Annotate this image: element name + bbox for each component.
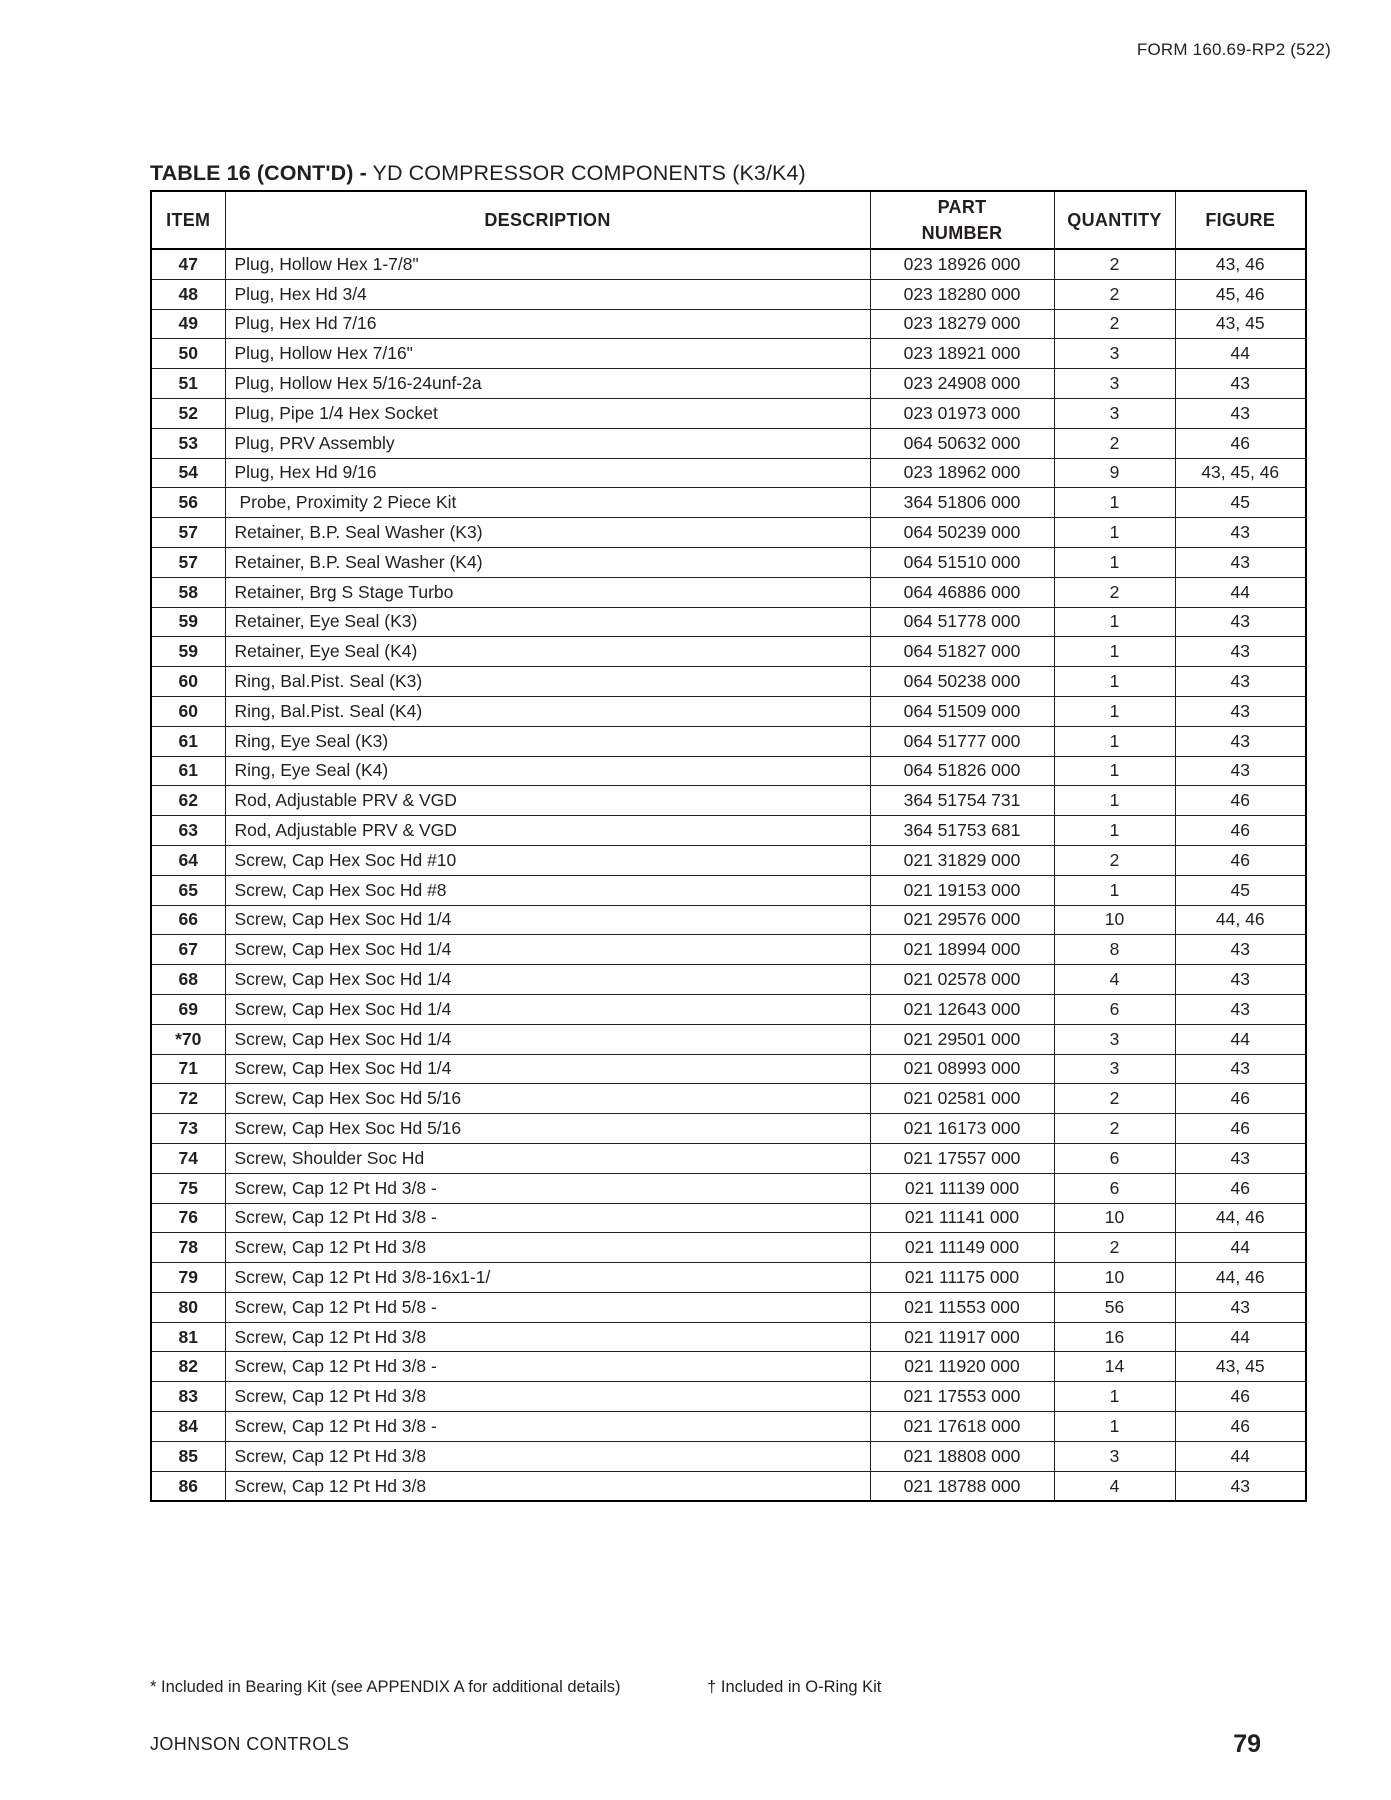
cell-item: 79 — [151, 1263, 225, 1293]
cell-description: Screw, Cap 12 Pt Hd 3/8 — [225, 1322, 870, 1352]
cell-item: 59 — [151, 637, 225, 667]
table-title-label: TABLE 16 (CONT'D) - — [150, 161, 367, 185]
cell-part-number: 064 51510 000 — [870, 547, 1054, 577]
table-row — [151, 1382, 1306, 1412]
cell-description: Plug, PRV Assembly — [225, 428, 870, 458]
table-row — [151, 1084, 1306, 1114]
table-body — [151, 249, 1306, 1501]
cell-description: Screw, Cap Hex Soc Hd 1/4 — [225, 935, 870, 965]
cell-item: 71 — [151, 1054, 225, 1084]
cell-quantity: 1 — [1054, 1382, 1175, 1412]
cell-part-number: 023 01973 000 — [870, 398, 1054, 428]
cell-description: Plug, Hollow Hex 5/16-24unf-2a — [225, 369, 870, 399]
cell-item: 52 — [151, 398, 225, 428]
table-row — [151, 756, 1306, 786]
cell-quantity: 3 — [1054, 339, 1175, 369]
cell-part-number: 064 51827 000 — [870, 637, 1054, 667]
column-header-description: DESCRIPTION — [225, 191, 870, 249]
cell-figure: 46 — [1175, 1084, 1306, 1114]
cell-part-number: 064 50239 000 — [870, 518, 1054, 548]
cell-part-number: 364 51754 731 — [870, 786, 1054, 816]
cell-item: 85 — [151, 1441, 225, 1471]
cell-description: Screw, Cap Hex Soc Hd 1/4 — [225, 994, 870, 1024]
cell-figure: 44 — [1175, 1233, 1306, 1263]
cell-figure: 43 — [1175, 637, 1306, 667]
cell-quantity: 3 — [1054, 1024, 1175, 1054]
cell-part-number: 064 51778 000 — [870, 607, 1054, 637]
cell-part-number: 023 18921 000 — [870, 339, 1054, 369]
cell-item: 72 — [151, 1084, 225, 1114]
cell-item: 66 — [151, 905, 225, 935]
cell-quantity: 1 — [1054, 667, 1175, 697]
cell-part-number: 021 11141 000 — [870, 1203, 1054, 1233]
cell-item: 48 — [151, 279, 225, 309]
cell-description: Probe, Proximity 2 Piece Kit — [225, 488, 870, 518]
cell-item: 60 — [151, 667, 225, 697]
cell-description: Screw, Cap 12 Pt Hd 3/8 - — [225, 1352, 870, 1382]
table-row — [151, 845, 1306, 875]
cell-item: 74 — [151, 1143, 225, 1173]
cell-description: Screw, Cap 12 Pt Hd 5/8 - — [225, 1292, 870, 1322]
cell-part-number: 364 51806 000 — [870, 488, 1054, 518]
cell-description: Rod, Adjustable PRV & VGD — [225, 786, 870, 816]
cell-description: Retainer, Brg S Stage Turbo — [225, 577, 870, 607]
cell-part-number: 021 17557 000 — [870, 1143, 1054, 1173]
cell-part-number: 021 18788 000 — [870, 1471, 1054, 1501]
cell-figure: 43, 45, 46 — [1175, 458, 1306, 488]
table-row — [151, 1143, 1306, 1173]
cell-figure: 43, 46 — [1175, 249, 1306, 279]
cell-item: 57 — [151, 547, 225, 577]
footnote-bearing-kit: * Included in Bearing Kit (see APPENDIX A for additional details) — [150, 1678, 621, 1696]
table-row — [151, 875, 1306, 905]
cell-quantity: 1 — [1054, 518, 1175, 548]
cell-figure: 45 — [1175, 488, 1306, 518]
table-row — [151, 1412, 1306, 1442]
cell-quantity: 1 — [1054, 607, 1175, 637]
cell-figure: 44 — [1175, 1441, 1306, 1471]
table-row — [151, 518, 1306, 548]
cell-description: Plug, Hex Hd 3/4 — [225, 279, 870, 309]
table-row — [151, 935, 1306, 965]
cell-figure: 43 — [1175, 1054, 1306, 1084]
cell-item: 69 — [151, 994, 225, 1024]
cell-item: 50 — [151, 339, 225, 369]
form-number-header: FORM 160.69-RP2 (522) — [1136, 40, 1331, 59]
column-header-item: ITEM — [151, 191, 225, 249]
table-row — [151, 369, 1306, 399]
cell-figure: 43 — [1175, 726, 1306, 756]
cell-item: 47 — [151, 249, 225, 279]
cell-item: 76 — [151, 1203, 225, 1233]
cell-item: 81 — [151, 1322, 225, 1352]
table-row — [151, 726, 1306, 756]
cell-part-number: 021 11920 000 — [870, 1352, 1054, 1382]
table-row — [151, 547, 1306, 577]
cell-part-number: 021 11139 000 — [870, 1173, 1054, 1203]
cell-figure: 44, 46 — [1175, 1263, 1306, 1293]
cell-quantity: 3 — [1054, 1054, 1175, 1084]
cell-item: 61 — [151, 756, 225, 786]
cell-description: Screw, Cap 12 Pt Hd 3/8 — [225, 1441, 870, 1471]
cell-item: 62 — [151, 786, 225, 816]
cell-figure: 46 — [1175, 786, 1306, 816]
cell-item: 78 — [151, 1233, 225, 1263]
cell-item: 51 — [151, 369, 225, 399]
table-row — [151, 637, 1306, 667]
cell-figure: 45 — [1175, 875, 1306, 905]
cell-description: Ring, Eye Seal (K4) — [225, 756, 870, 786]
cell-description: Screw, Cap Hex Soc Hd #10 — [225, 845, 870, 875]
table-row — [151, 428, 1306, 458]
cell-description: Plug, Hex Hd 7/16 — [225, 309, 870, 339]
table-header-row — [151, 191, 1306, 249]
table-row — [151, 607, 1306, 637]
cell-quantity: 1 — [1054, 1412, 1175, 1442]
cell-quantity: 1 — [1054, 786, 1175, 816]
cell-part-number: 021 31829 000 — [870, 845, 1054, 875]
cell-quantity: 1 — [1054, 875, 1175, 905]
cell-quantity: 1 — [1054, 726, 1175, 756]
cell-part-number: 021 17553 000 — [870, 1382, 1054, 1412]
table-row — [151, 488, 1306, 518]
cell-description: Plug, Pipe 1/4 Hex Socket — [225, 398, 870, 428]
cell-part-number: 021 17618 000 — [870, 1412, 1054, 1442]
table-title — [150, 161, 806, 186]
cell-figure: 43 — [1175, 696, 1306, 726]
table-title-subject: YD COMPRESSOR COMPONENTS (K3/K4) — [372, 161, 806, 185]
cell-item: 68 — [151, 965, 225, 995]
cell-quantity: 10 — [1054, 1203, 1175, 1233]
cell-quantity: 6 — [1054, 1143, 1175, 1173]
column-header-quantity: QUANTITY — [1054, 191, 1175, 249]
cell-item: 53 — [151, 428, 225, 458]
cell-description: Retainer, B.P. Seal Washer (K3) — [225, 518, 870, 548]
cell-quantity: 14 — [1054, 1352, 1175, 1382]
cell-item: 58 — [151, 577, 225, 607]
cell-item: 86 — [151, 1471, 225, 1501]
table-row — [151, 398, 1306, 428]
cell-description: Screw, Cap 12 Pt Hd 3/8 - — [225, 1173, 870, 1203]
cell-part-number: 021 11917 000 — [870, 1322, 1054, 1352]
cell-part-number: 021 08993 000 — [870, 1054, 1054, 1084]
table-row — [151, 786, 1306, 816]
cell-item: 84 — [151, 1412, 225, 1442]
cell-figure: 43 — [1175, 1143, 1306, 1173]
cell-quantity: 16 — [1054, 1322, 1175, 1352]
table-row — [151, 1024, 1306, 1054]
table-row — [151, 696, 1306, 726]
cell-quantity: 1 — [1054, 637, 1175, 667]
cell-item: 56 — [151, 488, 225, 518]
cell-description: Screw, Cap Hex Soc Hd 5/16 — [225, 1084, 870, 1114]
table-row — [151, 1322, 1306, 1352]
cell-figure: 46 — [1175, 428, 1306, 458]
cell-item: 54 — [151, 458, 225, 488]
cell-description: Plug, Hollow Hex 7/16" — [225, 339, 870, 369]
page-footer — [150, 1730, 1261, 1764]
cell-figure: 46 — [1175, 1173, 1306, 1203]
cell-quantity: 2 — [1054, 309, 1175, 339]
cell-item: 49 — [151, 309, 225, 339]
cell-item: 73 — [151, 1114, 225, 1144]
cell-item: 60 — [151, 696, 225, 726]
cell-part-number: 064 46886 000 — [870, 577, 1054, 607]
cell-item: 82 — [151, 1352, 225, 1382]
table-row — [151, 1471, 1306, 1501]
cell-description: Plug, Hex Hd 9/16 — [225, 458, 870, 488]
cell-part-number: 021 29501 000 — [870, 1024, 1054, 1054]
cell-description: Retainer, B.P. Seal Washer (K4) — [225, 547, 870, 577]
cell-figure: 43 — [1175, 547, 1306, 577]
cell-figure: 43 — [1175, 994, 1306, 1024]
cell-figure: 43 — [1175, 667, 1306, 697]
cell-item: 65 — [151, 875, 225, 905]
cell-figure: 43 — [1175, 398, 1306, 428]
cell-quantity: 56 — [1054, 1292, 1175, 1322]
cell-description: Plug, Hollow Hex 1-7/8" — [225, 249, 870, 279]
table-row — [151, 458, 1306, 488]
cell-part-number: 021 19153 000 — [870, 875, 1054, 905]
cell-quantity: 2 — [1054, 1233, 1175, 1263]
cell-figure: 43 — [1175, 1471, 1306, 1501]
cell-description: Screw, Cap Hex Soc Hd 5/16 — [225, 1114, 870, 1144]
cell-part-number: 021 16173 000 — [870, 1114, 1054, 1144]
cell-item: 61 — [151, 726, 225, 756]
cell-figure: 43 — [1175, 607, 1306, 637]
table-row — [151, 577, 1306, 607]
column-header-figure: FIGURE — [1175, 191, 1306, 249]
cell-quantity: 6 — [1054, 1173, 1175, 1203]
cell-quantity: 3 — [1054, 1441, 1175, 1471]
cell-figure: 43 — [1175, 756, 1306, 786]
cell-part-number: 064 51509 000 — [870, 696, 1054, 726]
cell-description: Ring, Bal.Pist. Seal (K3) — [225, 667, 870, 697]
cell-description: Screw, Cap 12 Pt Hd 3/8 — [225, 1471, 870, 1501]
cell-item: 80 — [151, 1292, 225, 1322]
footer-company-name: JOHNSON CONTROLS — [150, 1734, 350, 1754]
cell-description: Screw, Cap 12 Pt Hd 3/8 — [225, 1233, 870, 1263]
cell-item: 57 — [151, 518, 225, 548]
cell-quantity: 1 — [1054, 547, 1175, 577]
cell-quantity: 2 — [1054, 577, 1175, 607]
cell-part-number: 021 12643 000 — [870, 994, 1054, 1024]
table-row — [151, 1292, 1306, 1322]
table-row — [151, 339, 1306, 369]
column-header-part-number — [870, 191, 1054, 249]
table-row — [151, 1054, 1306, 1084]
table-row — [151, 816, 1306, 846]
cell-part-number: 021 11553 000 — [870, 1292, 1054, 1322]
cell-quantity: 1 — [1054, 756, 1175, 786]
cell-figure: 45, 46 — [1175, 279, 1306, 309]
table-row — [151, 1352, 1306, 1382]
table-row — [151, 249, 1306, 279]
cell-part-number: 021 02581 000 — [870, 1084, 1054, 1114]
table-row — [151, 279, 1306, 309]
cell-item: 83 — [151, 1382, 225, 1412]
cell-quantity: 2 — [1054, 845, 1175, 875]
cell-description: Screw, Cap 12 Pt Hd 3/8-16x1-1/ — [225, 1263, 870, 1293]
table-row — [151, 965, 1306, 995]
cell-quantity: 10 — [1054, 1263, 1175, 1293]
parts-table — [150, 190, 1307, 1502]
cell-part-number: 023 18279 000 — [870, 309, 1054, 339]
cell-part-number: 064 51777 000 — [870, 726, 1054, 756]
cell-part-number: 023 24908 000 — [870, 369, 1054, 399]
cell-description: Rod, Adjustable PRV & VGD — [225, 816, 870, 846]
cell-part-number: 364 51753 681 — [870, 816, 1054, 846]
cell-description: Ring, Eye Seal (K3) — [225, 726, 870, 756]
cell-figure: 43 — [1175, 518, 1306, 548]
cell-quantity: 10 — [1054, 905, 1175, 935]
cell-quantity: 2 — [1054, 249, 1175, 279]
cell-quantity: 1 — [1054, 488, 1175, 518]
cell-item: 59 — [151, 607, 225, 637]
table-row — [151, 905, 1306, 935]
cell-description: Retainer, Eye Seal (K3) — [225, 607, 870, 637]
cell-quantity: 3 — [1054, 398, 1175, 428]
cell-figure: 43, 45 — [1175, 309, 1306, 339]
cell-figure: 44 — [1175, 1322, 1306, 1352]
cell-description: Screw, Cap Hex Soc Hd 1/4 — [225, 1024, 870, 1054]
cell-figure: 43 — [1175, 965, 1306, 995]
cell-figure: 44 — [1175, 577, 1306, 607]
table-row — [151, 1441, 1306, 1471]
cell-quantity: 6 — [1054, 994, 1175, 1024]
cell-part-number: 023 18962 000 — [870, 458, 1054, 488]
cell-part-number: 023 18926 000 — [870, 249, 1054, 279]
cell-part-number: 021 18994 000 — [870, 935, 1054, 965]
cell-description: Ring, Bal.Pist. Seal (K4) — [225, 696, 870, 726]
cell-part-number: 064 50238 000 — [870, 667, 1054, 697]
footnote-oring-kit: † Included in O-Ring Kit — [707, 1678, 882, 1696]
table-header — [151, 191, 1306, 249]
cell-quantity: 2 — [1054, 279, 1175, 309]
footer-page-number: 79 — [1233, 1730, 1261, 1758]
cell-figure: 43 — [1175, 935, 1306, 965]
cell-description: Screw, Cap 12 Pt Hd 3/8 - — [225, 1203, 870, 1233]
cell-description: Screw, Cap Hex Soc Hd #8 — [225, 875, 870, 905]
cell-figure: 46 — [1175, 1412, 1306, 1442]
cell-part-number: 021 18808 000 — [870, 1441, 1054, 1471]
cell-part-number: 023 18280 000 — [870, 279, 1054, 309]
table-row — [151, 1263, 1306, 1293]
cell-part-number: 021 29576 000 — [870, 905, 1054, 935]
cell-figure: 43 — [1175, 369, 1306, 399]
cell-figure: 44, 46 — [1175, 905, 1306, 935]
cell-description: Screw, Shoulder Soc Hd — [225, 1143, 870, 1173]
cell-description: Screw, Cap 12 Pt Hd 3/8 - — [225, 1412, 870, 1442]
table-row — [151, 309, 1306, 339]
cell-quantity: 3 — [1054, 369, 1175, 399]
cell-item: 63 — [151, 816, 225, 846]
column-header-part-line1: PART — [937, 196, 987, 217]
cell-figure: 43 — [1175, 1292, 1306, 1322]
cell-figure: 46 — [1175, 845, 1306, 875]
cell-quantity: 1 — [1054, 816, 1175, 846]
table-row — [151, 994, 1306, 1024]
cell-quantity: 4 — [1054, 965, 1175, 995]
cell-quantity: 2 — [1054, 428, 1175, 458]
cell-description: Screw, Cap Hex Soc Hd 1/4 — [225, 1054, 870, 1084]
cell-figure: 43, 45 — [1175, 1352, 1306, 1382]
cell-description: Retainer, Eye Seal (K4) — [225, 637, 870, 667]
table-row — [151, 1173, 1306, 1203]
cell-figure: 44 — [1175, 1024, 1306, 1054]
cell-item: *70 — [151, 1024, 225, 1054]
cell-quantity: 2 — [1054, 1084, 1175, 1114]
cell-figure: 46 — [1175, 1114, 1306, 1144]
table-row — [151, 1233, 1306, 1263]
cell-quantity: 4 — [1054, 1471, 1175, 1501]
cell-quantity: 1 — [1054, 696, 1175, 726]
cell-quantity: 8 — [1054, 935, 1175, 965]
cell-item: 67 — [151, 935, 225, 965]
cell-description: Screw, Cap Hex Soc Hd 1/4 — [225, 905, 870, 935]
cell-description: Screw, Cap 12 Pt Hd 3/8 — [225, 1382, 870, 1412]
cell-figure: 46 — [1175, 816, 1306, 846]
cell-figure: 46 — [1175, 1382, 1306, 1412]
cell-quantity: 2 — [1054, 1114, 1175, 1144]
footnotes — [150, 1678, 881, 1697]
cell-figure: 44 — [1175, 339, 1306, 369]
table-row — [151, 1203, 1306, 1233]
cell-item: 64 — [151, 845, 225, 875]
cell-part-number: 064 50632 000 — [870, 428, 1054, 458]
cell-figure: 44, 46 — [1175, 1203, 1306, 1233]
table-row — [151, 1114, 1306, 1144]
cell-quantity: 9 — [1054, 458, 1175, 488]
cell-part-number: 064 51826 000 — [870, 756, 1054, 786]
cell-part-number: 021 11149 000 — [870, 1233, 1054, 1263]
cell-part-number: 021 11175 000 — [870, 1263, 1054, 1293]
cell-item: 75 — [151, 1173, 225, 1203]
table-row — [151, 667, 1306, 697]
cell-description: Screw, Cap Hex Soc Hd 1/4 — [225, 965, 870, 995]
cell-part-number: 021 02578 000 — [870, 965, 1054, 995]
column-header-part-line2: NUMBER — [921, 223, 1003, 243]
